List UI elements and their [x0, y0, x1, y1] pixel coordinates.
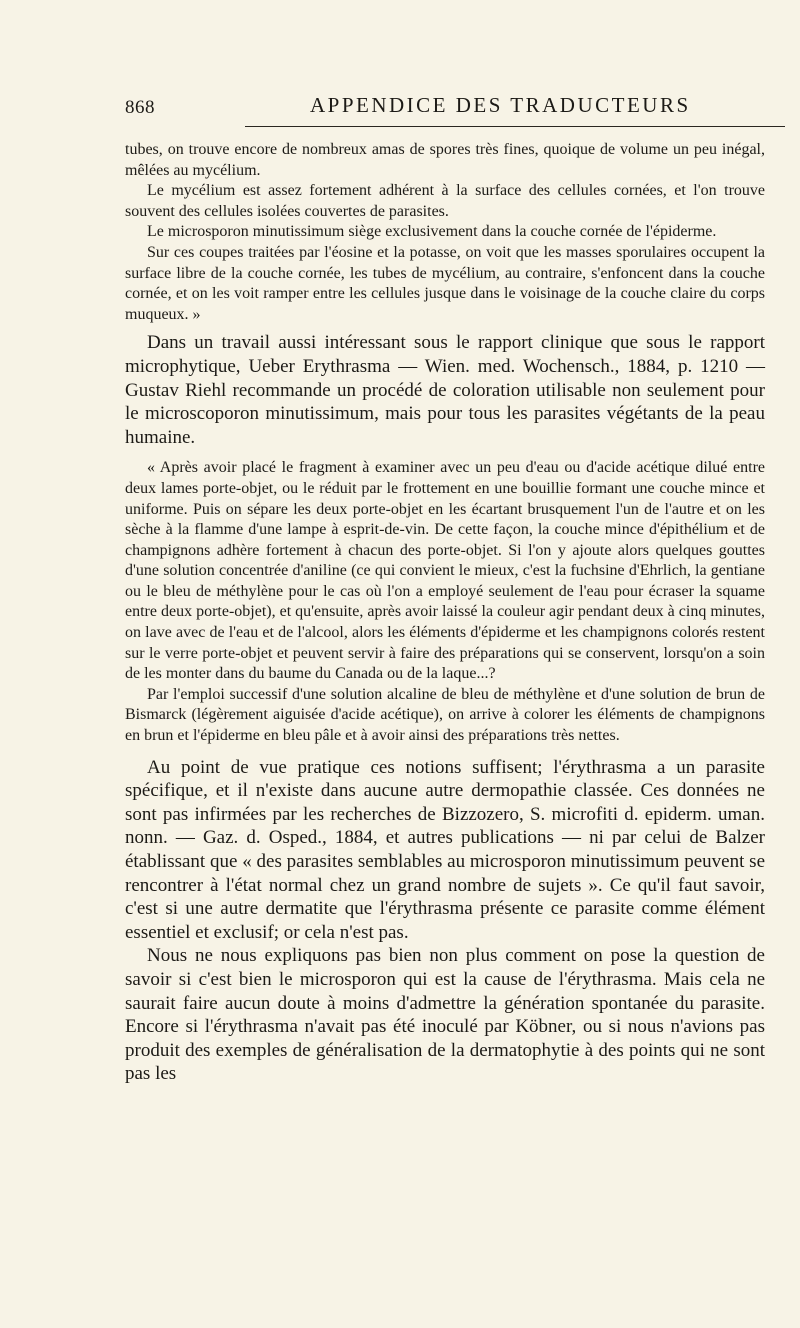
paragraph-8: Au point de vue pratique ces notions suffisent; l'érythrasma a un parasite spécifique, et il n'existe dans aucune autre dermopathie classée. Ces données ne sont pas infirmées par les recherches de Bizzozero, S. microfiti d. epiderm. uman. nonn. — Gaz. d. Osped., 1884, et autres publications — ni par celui de Balzer établissant que « des parasites semblables au microsporon minutissimum peuvent se rencontrer à l'état normal chez un grand nombre de sujets ». Ce qu'il faut savoir, c'est si une autre dermatite que l'érythrasma présente ce parasite comme élément essentiel et exclusif; or cela n'est pas.	[125, 756, 765, 943]
paragraph-7: Par l'emploi successif d'une solution alcaline de bleu de méthylène et d'une solution de brun de Bismarck (légèrement aiguisée d'acide acétique), on arrive à colorer les éléments de champignons en brun et l'épiderme en bleu pâle et à avoir ainsi des préparations très nettes.	[125, 685, 765, 745]
paragraph-9: Nous ne nous expliquons pas bien non plus comment on pose la question de savoir si c'est bien le microsporon qui est la cause de l'érythrasma. Mais cela ne saurait faire aucun doute à moins d'admettre la génération spontanée du parasite. Encore si l'érythrasma n'avait pas été inoculé par Köbner, ou si nous n'avions pas produit des exemples de généralisation de la dermatophytie à des points qui ne sont pas les	[125, 945, 765, 1085]
paragraph-2: Le mycélium est assez fortement adhérent à la surface des cellules cornées, et l'on trouve souvent des cellules isolées couvertes de parasites.	[125, 182, 765, 220]
paragraph-5: Dans un travail aussi intéressant sous le rapport clinique que sous le rapport microphytique, Ueber Erythrasma — Wien. med. Wochensch., 1884, p. 1210 — Gustav Riehl recommande un procédé de coloration utilisable non seulement pour le microscoporon minutissimum, mais pour tous les parasites végétants de la peau humaine.	[125, 332, 765, 448]
header-rule	[245, 126, 785, 127]
spacer	[125, 449, 765, 458]
running-title: APPENDICE DES TRADUCTEURS	[310, 93, 691, 117]
body-text	[125, 140, 765, 1086]
spacer	[125, 747, 765, 756]
paragraph-6: « Après avoir placé le fragment à examiner avec un peu d'eau ou d'acide acétique dilué entre deux lames porte-objet, ou le réduit par le frottement en une bouillie formant une couche mince et uniforme. Puis on sépare les deux porte-objet en les écartant brusquement l'un de l'autre et on les sèche à la flamme d'une lampe à esprit-de-vin. De cette façon, la couche mince d'épithélium et de champignons adhère fortement à chacun des porte-objet. Si l'on y ajoute alors quelques gouttes d'une solution concentrée d'aniline (ce qui convient le mieux, c'est la fuchsine d'Ehrlich, la gentiane ou le bleu de méthylène pour le cas où l'on a employé seulement de l'eau pour écraser la squame entre deux porte-objet), et qu'ensuite, après avoir laissé la couleur agir pendant deux à cinq minutes, on lave avec de l'eau et de l'alcool, alors les éléments d'épiderme et les champignons colorés restent sur le verre porte-objet et peuvent servir à faire des préparations qui se conservent, lorsqu'on a soin de les monter dans du baume du Canada ou de la laque...?	[125, 459, 765, 683]
paragraph-3: Le microsporon minutissimum siège exclusivement dans la couche cornée de l'épiderme.	[147, 223, 717, 241]
paragraph-1: tubes, on trouve encore de nombreux amas de spores très fines, quoique de volume un peu inégal, mêlées au mycélium.	[125, 141, 765, 179]
page-number: 868	[125, 97, 155, 118]
running-head	[125, 93, 765, 123]
paragraph-4: Sur ces coupes traitées par l'éosine et la potasse, on voit que les masses sporulaires occupent la surface libre de la couche cornée, les tubes de mycélium, au contraire, s'enfoncent dans la couche cornée, et on les voit ramper entre les cellules jusque dans le voisinage de la couche claire du corps muqueux. »	[125, 243, 765, 323]
